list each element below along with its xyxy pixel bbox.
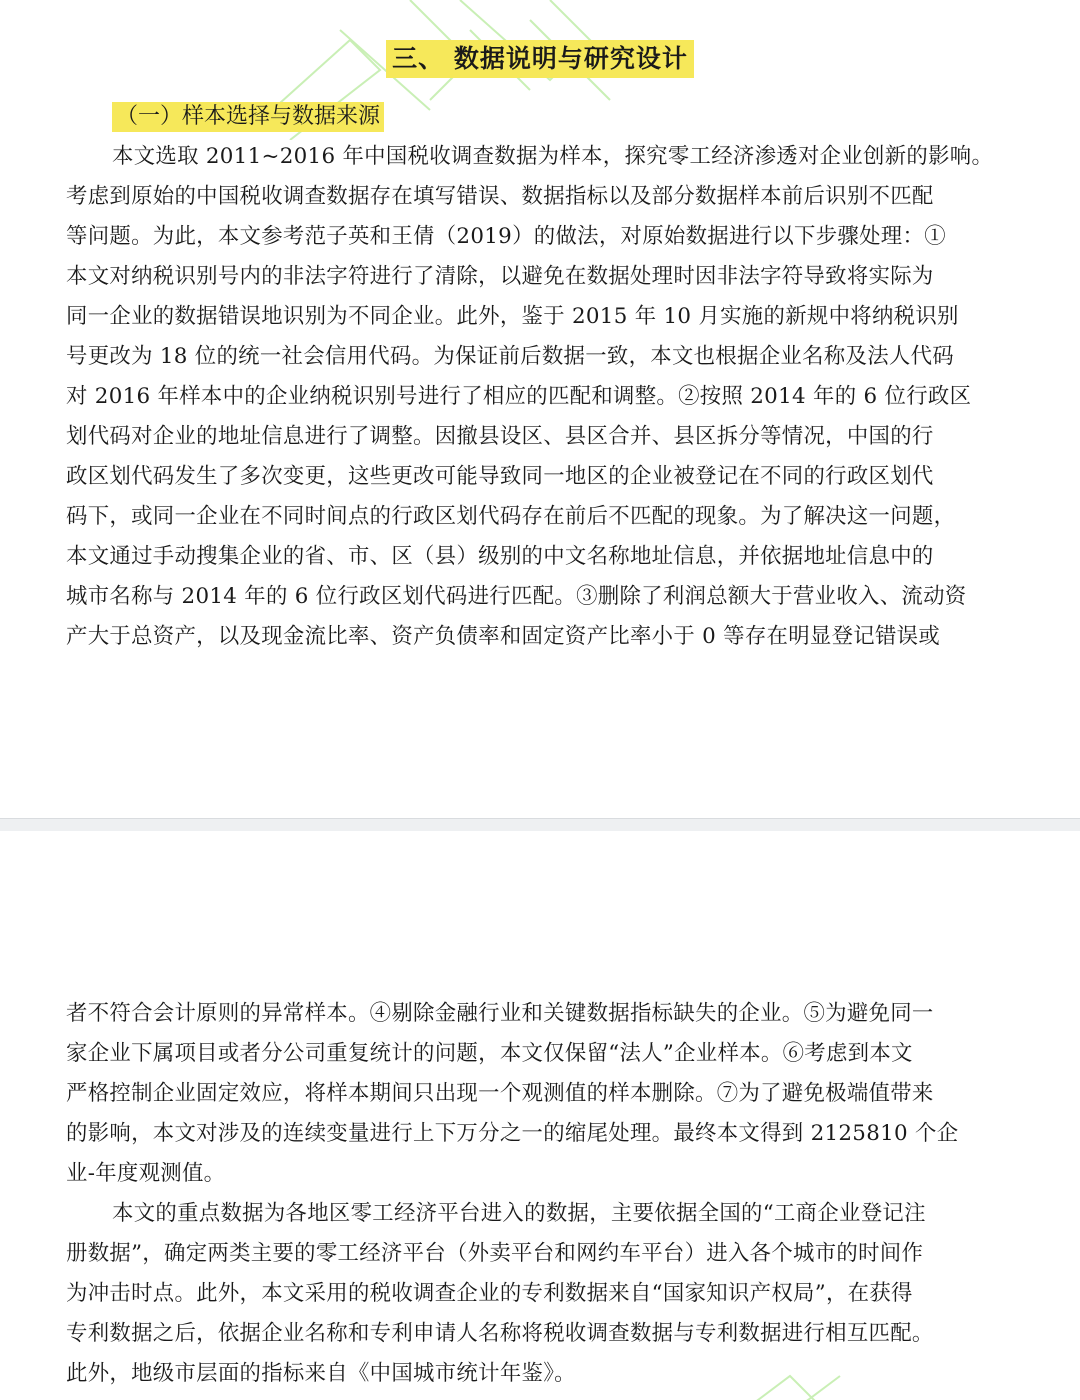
paragraph-line: 本文对纳税识别号内的非法字符进行了清除，以避免在数据处理时因非法字符导致将实际为 — [66, 264, 934, 289]
paragraph-line: 产大于总资产，以及现金流比率、资产负债率和固定资产比率小于 0 等存在明显登记错误或 — [66, 624, 941, 649]
paragraph-line: 考虑到原始的中国税收调查数据存在填写错误、数据指标以及部分数据样本前后识别不匹配 — [66, 184, 934, 209]
paragraph-line: 的影响，本文对涉及的连续变量进行上下万分之一的缩尾处理。最终本文得到 2125810 个企 — [66, 1121, 959, 1146]
paragraph-line: 册数据”，确定两类主要的零工经济平台（外卖平台和网约车平台）进入各个城市的时间作 — [66, 1241, 924, 1266]
paragraph-line: 划代码对企业的地址信息进行了调整。因撤县设区、县区合并、县区拆分等情况，中国的行 — [66, 424, 934, 449]
paragraph-line: 专利数据之后，依据企业名称和专利申请人名称将税收调查数据与专利数据进行相互匹配。 — [66, 1321, 934, 1346]
paragraph-line: 本文选取 2011~2016 年中国税收调查数据为样本，探究零工经济渗透对企业创新的影响。 — [112, 144, 994, 169]
paragraph-line: 等问题。为此，本文参考范子英和王倩（2019）的做法，对原始数据进行以下步骤处理：① — [66, 224, 946, 249]
paragraph-line: 此外，地级市层面的指标来自《中国城市统计年鉴》。 — [66, 1361, 576, 1386]
paragraph-line: 同一企业的数据错误地识别为不同企业。此外，鉴于 2015 年 10 月实施的新规中将纳税识别 — [66, 304, 959, 329]
paragraph-line: 号更改为 18 位的统一社会信用代码。为保证前后数据一致，本文也根据企业名称及法人代码 — [66, 344, 954, 369]
page-break — [0, 818, 1080, 832]
paragraph-line: 者不符合会计原则的异常样本。④剔除金融行业和关键数据指标缺失的企业。⑤为避免同一 — [66, 1001, 934, 1026]
paragraph-line: 本文通过手动搜集企业的省、市、区（县）级别的中文名称地址信息，并依据地址信息中的 — [66, 544, 934, 569]
paragraph-line: 本文的重点数据为各地区零工经济平台进入的数据，主要依据全国的“工商企业登记注 — [112, 1201, 926, 1226]
section-heading: 三、 数据说明与研究设计 — [386, 40, 694, 78]
document-page-2 — [0, 831, 1080, 1400]
paragraph-line: 家企业下属项目或者分公司重复统计的问题，本文仅保留“法人”企业样本。⑥考虑到本文 — [66, 1041, 913, 1066]
paragraph-line: 城市名称与 2014 年的 6 位行政区划代码进行匹配。③删除了利润总额大于营业收入、流动资 — [66, 584, 967, 609]
paragraph-line: 为冲击时点。此外，本文采用的税收调查企业的专利数据来自“国家知识产权局”，在获得 — [66, 1281, 913, 1306]
paragraph-line: 对 2016 年样本中的企业纳税识别号进行了相应的匹配和调整。②按照 2014 年的 6 位行政区 — [66, 384, 972, 409]
sub-heading: （一）样本选择与数据来源 — [112, 102, 384, 132]
paragraph-line: 严格控制企业固定效应，将样本期间只出现一个观测值的样本删除。⑦为了避免极端值带来 — [66, 1081, 934, 1106]
paragraph-line: 政区划代码发生了多次变更，这些更改可能导致同一地区的企业被登记在不同的行政区划代 — [66, 464, 934, 489]
paragraph-line: 码下，或同一企业在不同时间点的行政区划代码存在前后不匹配的现象。为了解决这一问题， — [66, 504, 956, 529]
paragraph-line: 业-年度观测值。 — [66, 1161, 226, 1186]
